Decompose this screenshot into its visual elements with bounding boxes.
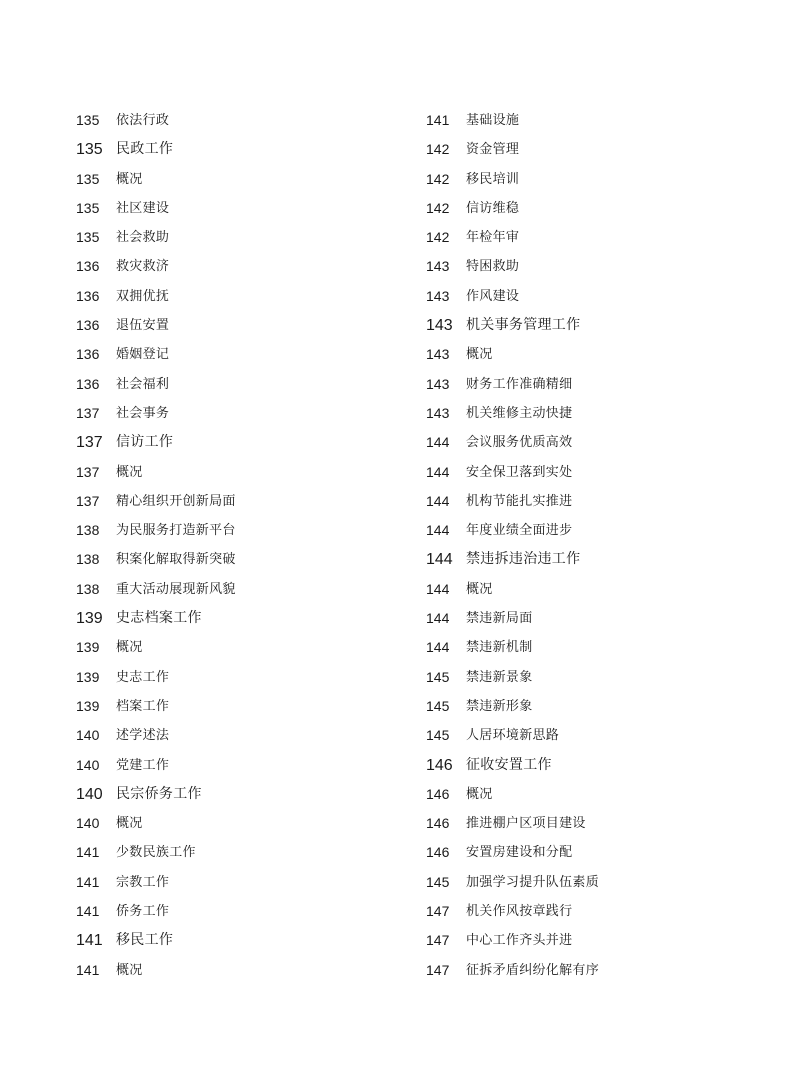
toc-entry <box>76 868 406 897</box>
toc-entry <box>426 897 766 926</box>
toc-entry <box>426 838 766 867</box>
page-number: 144 <box>426 580 450 597</box>
page-number: 144 <box>426 639 450 656</box>
toc-section-entry <box>76 135 406 164</box>
page-number: 143 <box>426 404 450 421</box>
entry-title: 人居环境新思路 <box>466 728 560 744</box>
entry-title: 中心工作齐头并进 <box>466 933 573 949</box>
toc-entry <box>426 604 766 633</box>
page-number: 136 <box>76 346 100 363</box>
toc-entry <box>426 135 766 164</box>
page-number: 141 <box>76 873 100 890</box>
page-number: 138 <box>76 580 100 597</box>
entry-title: 档案工作 <box>116 698 170 714</box>
page-number: 141 <box>76 844 100 861</box>
toc-entry <box>76 897 406 926</box>
entry-title: 年检年审 <box>466 230 520 246</box>
entry-title: 概况 <box>116 816 143 832</box>
entry-title: 年度业绩全面进步 <box>466 523 573 539</box>
toc-entry <box>426 663 766 692</box>
page-number: 135 <box>76 112 100 128</box>
toc-left-column <box>76 106 406 985</box>
toc-entry <box>426 633 766 662</box>
toc-section-entry <box>426 751 766 780</box>
entry-title: 财务工作准确精细 <box>466 376 573 392</box>
entry-title: 婚姻登记 <box>116 347 170 363</box>
page-number: 136 <box>76 258 100 275</box>
toc-entry <box>426 428 766 457</box>
entry-title: 特困救助 <box>466 259 520 275</box>
toc-entry <box>426 780 766 809</box>
entry-title: 机关维修主动快捷 <box>466 405 573 421</box>
toc-entry <box>76 721 406 750</box>
entry-title: 退伍安置 <box>116 318 170 334</box>
toc-entry <box>426 868 766 897</box>
page-number: 144 <box>426 492 450 509</box>
toc-entry <box>76 194 406 223</box>
toc-entry <box>76 106 406 135</box>
toc-entry <box>76 545 406 574</box>
entry-title: 双拥优抚 <box>116 288 170 304</box>
entry-title: 概况 <box>466 347 493 363</box>
toc-entry <box>76 370 406 399</box>
toc-entry <box>76 340 406 369</box>
page-number: 141 <box>76 961 100 978</box>
entry-title: 党建工作 <box>116 757 170 773</box>
toc-entry <box>426 516 766 545</box>
page-number: 140 <box>76 756 100 773</box>
entry-title: 信访维稳 <box>466 200 520 216</box>
page-number: 145 <box>426 873 450 890</box>
page-number: 139 <box>76 610 103 628</box>
toc-entry <box>426 194 766 223</box>
toc-entry <box>426 399 766 428</box>
toc-entry <box>426 721 766 750</box>
entry-title: 侨务工作 <box>116 904 170 920</box>
toc-entry <box>76 282 406 311</box>
entry-title: 资金管理 <box>466 142 520 158</box>
page-number: 140 <box>76 815 100 832</box>
entry-title: 机关事务管理工作 <box>466 317 581 334</box>
toc-entry <box>76 399 406 428</box>
toc-entry <box>76 487 406 516</box>
page-number: 139 <box>76 639 100 656</box>
page-number: 140 <box>76 727 100 744</box>
entry-title: 移民工作 <box>116 932 174 949</box>
page-number: 139 <box>76 697 100 714</box>
entry-title: 征拆矛盾纠纷化解有序 <box>466 962 600 978</box>
toc-entry <box>426 282 766 311</box>
page-number: 143 <box>426 258 450 275</box>
page-number: 141 <box>76 932 103 950</box>
entry-title: 救灾救济 <box>116 259 170 275</box>
entry-title: 少数民族工作 <box>116 845 196 861</box>
page-number: 146 <box>426 844 450 861</box>
toc-entry <box>426 252 766 281</box>
toc-entry <box>426 487 766 516</box>
page-number: 137 <box>76 404 100 421</box>
page-number: 146 <box>426 785 450 802</box>
toc-section-entry <box>76 428 406 457</box>
toc-section-entry <box>76 926 406 955</box>
page-number: 142 <box>426 229 450 246</box>
entry-title: 安置房建设和分配 <box>466 845 573 861</box>
page-number: 138 <box>76 551 100 568</box>
toc-entry <box>426 575 766 604</box>
page-number: 140 <box>76 785 103 803</box>
toc-entry <box>76 311 406 340</box>
entry-title: 禁违新景象 <box>466 669 533 685</box>
toc-entry <box>76 165 406 194</box>
toc-entry <box>76 516 406 545</box>
entry-title: 概况 <box>116 171 143 187</box>
page-number: 137 <box>76 492 100 509</box>
toc-entry <box>426 106 766 135</box>
entry-title: 为民服务打造新平台 <box>116 523 236 539</box>
toc-entry <box>76 751 406 780</box>
toc-section-entry <box>426 311 766 340</box>
entry-title: 概况 <box>466 581 493 597</box>
page-number: 136 <box>76 287 100 304</box>
toc-entry <box>76 663 406 692</box>
entry-title: 史志工作 <box>116 669 170 685</box>
toc-entry <box>76 575 406 604</box>
page-number: 144 <box>426 434 450 451</box>
entry-title: 禁违新局面 <box>466 611 533 627</box>
toc-section-entry <box>76 780 406 809</box>
page-number: 144 <box>426 463 450 480</box>
entry-title: 概况 <box>116 464 143 480</box>
page-number: 141 <box>426 112 450 128</box>
page-number: 142 <box>426 199 450 216</box>
entry-title: 精心组织开创新局面 <box>116 493 236 509</box>
toc-entry <box>76 223 406 252</box>
entry-title: 禁违新机制 <box>466 640 533 656</box>
page-number: 137 <box>76 434 103 452</box>
entry-title: 宗教工作 <box>116 874 170 890</box>
entry-title: 安全保卫落到实处 <box>466 464 573 480</box>
entry-title: 民政工作 <box>116 141 174 158</box>
entry-title: 依法行政 <box>116 113 170 128</box>
page-number: 147 <box>426 961 450 978</box>
page-number: 147 <box>426 932 450 949</box>
entry-title: 概况 <box>116 640 143 656</box>
entry-title: 社会福利 <box>116 376 170 392</box>
toc-entry <box>426 340 766 369</box>
entry-title: 社会救助 <box>116 230 170 246</box>
page-number: 142 <box>426 141 450 158</box>
toc-entry <box>76 838 406 867</box>
entry-title: 机关作风按章践行 <box>466 904 573 920</box>
toc-entry <box>426 458 766 487</box>
entry-title: 社区建设 <box>116 200 170 216</box>
page-number: 142 <box>426 170 450 187</box>
page-number: 144 <box>426 551 453 569</box>
page-number: 146 <box>426 815 450 832</box>
toc-entry <box>426 809 766 838</box>
page-number: 135 <box>76 141 103 159</box>
toc-entry <box>76 809 406 838</box>
page-number: 145 <box>426 697 450 714</box>
page-number: 144 <box>426 522 450 539</box>
page-number: 135 <box>76 199 100 216</box>
entry-title: 移民培训 <box>466 171 520 187</box>
page-number: 136 <box>76 375 100 392</box>
toc-entry <box>426 926 766 955</box>
page-number: 143 <box>426 346 450 363</box>
toc-entry <box>426 692 766 721</box>
toc-section-entry <box>426 545 766 574</box>
entry-title: 概况 <box>466 786 493 802</box>
page-number: 138 <box>76 522 100 539</box>
toc-section-entry <box>76 604 406 633</box>
page-number: 143 <box>426 375 450 392</box>
entry-title: 重大活动展现新风貌 <box>116 581 236 597</box>
toc-entry <box>76 956 406 985</box>
entry-title: 禁违新形象 <box>466 698 533 714</box>
page-number: 135 <box>76 170 100 187</box>
toc-entry <box>76 633 406 662</box>
entry-title: 加强学习提升队伍素质 <box>466 874 600 890</box>
page-number: 145 <box>426 668 450 685</box>
entry-title: 机构节能扎实推进 <box>466 493 573 509</box>
entry-title: 征收安置工作 <box>466 756 552 773</box>
page-number: 144 <box>426 610 450 627</box>
page-number: 143 <box>426 287 450 304</box>
entry-title: 作风建设 <box>466 288 520 304</box>
toc-entry <box>76 458 406 487</box>
page-number: 145 <box>426 727 450 744</box>
entry-title: 社会事务 <box>116 405 170 421</box>
toc-entry <box>426 165 766 194</box>
entry-title: 禁违拆违治违工作 <box>466 551 581 568</box>
entry-title: 基础设施 <box>466 113 520 128</box>
toc-right-column <box>426 106 766 985</box>
entry-title: 信访工作 <box>116 434 174 451</box>
toc-entry <box>76 252 406 281</box>
entry-title: 述学述法 <box>116 728 170 744</box>
page-number: 136 <box>76 317 100 334</box>
page-number: 143 <box>426 317 453 335</box>
page-number: 146 <box>426 756 453 774</box>
page-number: 147 <box>426 903 450 920</box>
entry-title: 史志档案工作 <box>116 610 202 627</box>
entry-title: 积案化解取得新突破 <box>116 552 236 568</box>
toc-entry <box>426 370 766 399</box>
page-number: 141 <box>76 903 100 920</box>
toc-entry <box>426 223 766 252</box>
page-number: 137 <box>76 463 100 480</box>
toc-entry <box>426 956 766 985</box>
entry-title: 民宗侨务工作 <box>116 785 202 802</box>
toc-entry <box>76 692 406 721</box>
entry-title: 会议服务优质高效 <box>466 435 573 451</box>
entry-title: 概况 <box>116 962 143 978</box>
entry-title: 推进棚户区项目建设 <box>466 816 586 832</box>
page-number: 135 <box>76 229 100 246</box>
page-number: 139 <box>76 668 100 685</box>
